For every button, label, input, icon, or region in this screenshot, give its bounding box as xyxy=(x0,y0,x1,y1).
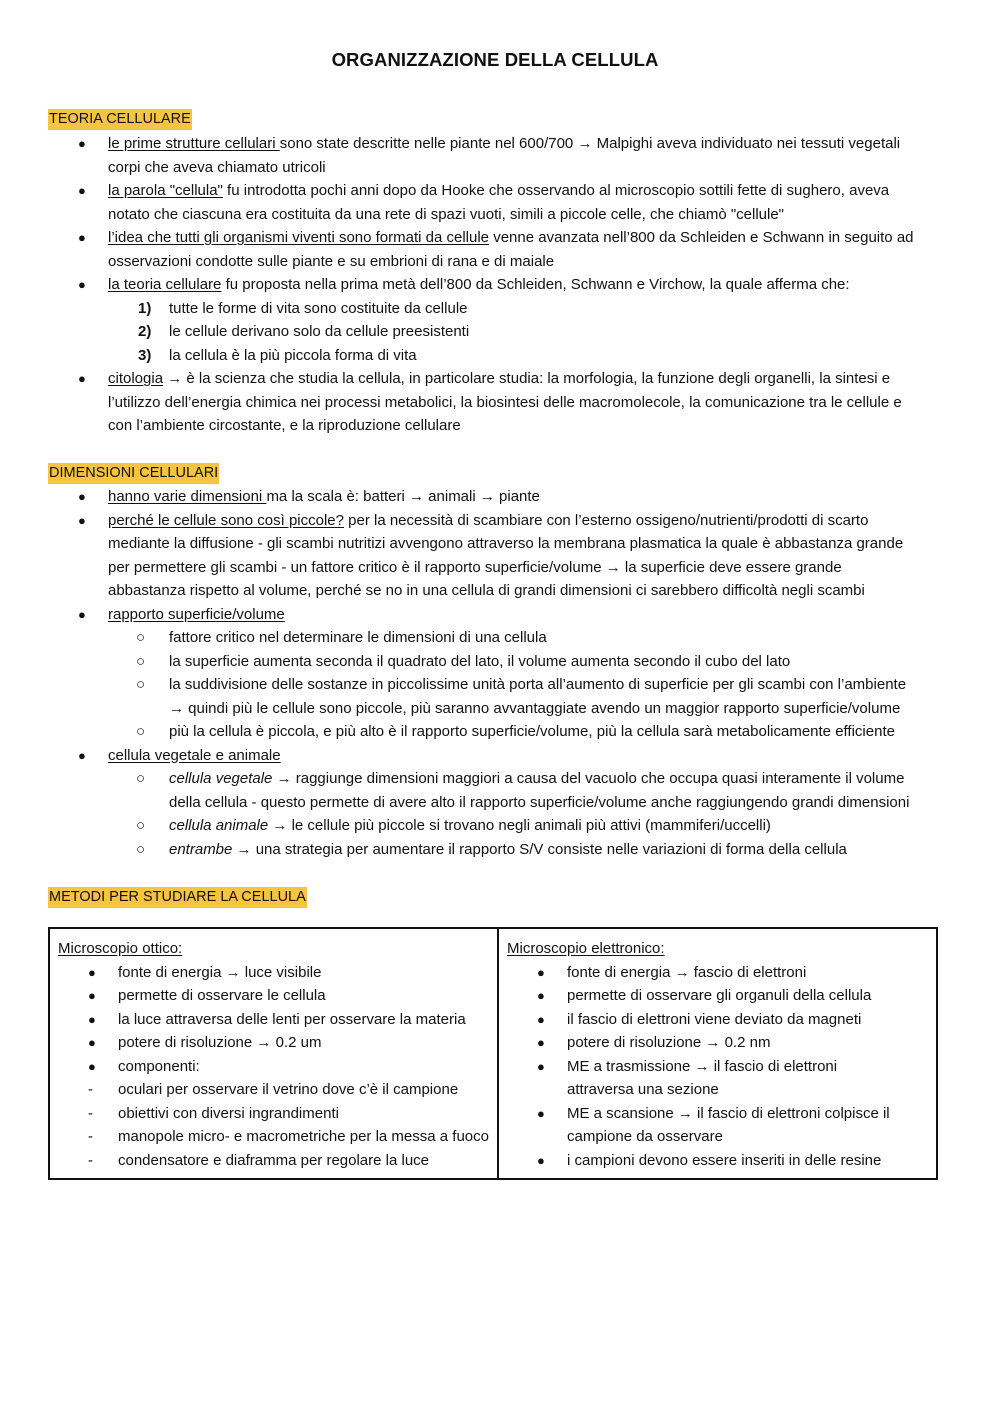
list-item-continuation: notato che ciascuna era costituita da una rete di spazi vuoti, simili a piccole celle, che chiamò "cellule" xyxy=(108,205,785,223)
bullet-icon: ● xyxy=(78,489,86,504)
bullet-icon: ● xyxy=(78,747,86,763)
section-teoria xyxy=(48,132,948,438)
list-item-continuation: l’utilizzo dell’energia chimica nei processi metabolici, la biosintesi delle macromolecole, la comunicazione tra le cellule e xyxy=(108,393,902,411)
bullet-icon: ● xyxy=(78,183,86,198)
bullet-icon: ● xyxy=(88,1058,96,1074)
sub-list-item: ○ più la cellula è piccola, e più alto è il rapporto superficie/volume, più la cellula sarà metabolicamente efficiente xyxy=(48,720,948,744)
table-row xyxy=(49,928,937,1179)
list-item: ● fonte di energia → fascio di elettroni xyxy=(507,961,928,985)
list-item: ● ME a scansione → il fascio di elettroni colpisce il xyxy=(507,1102,928,1126)
dash-icon: - xyxy=(88,1128,93,1145)
circle-bullet-icon: ○ xyxy=(136,840,146,858)
methods-table xyxy=(48,927,938,1180)
dash-icon: - xyxy=(88,1104,93,1122)
dash-item: - obiettivi con diversi ingrandimenti xyxy=(58,1102,489,1126)
sub-list-item-continuation: → quindi più le cellule sono piccole, più saranno avvantaggiate avendo un maggior rapporto superficie/volume xyxy=(169,699,901,717)
list-item-continuation: mediante la diffusione - gli scambi nutritizi avvengono attraverso la membrana plasmatica la quale è abbastanza grande xyxy=(108,535,904,552)
bullet-icon: ● xyxy=(537,1058,545,1074)
bullet-icon: ● xyxy=(537,988,545,1003)
section-heading-teoria: TEORIA CELLULARE xyxy=(48,109,192,130)
list-item: ● l’idea che tutti gli organismi viventi sono formati da cellule venne avanzata nell’800 da Schleiden e Schwann in seguito ad xyxy=(48,226,948,250)
sub-list-item: ○ la superficie aumenta seconda il quadrato del lato, il volume aumenta secondo il cubo del lato xyxy=(48,650,948,674)
bullet-icon: ● xyxy=(78,371,86,386)
sub-list-item: ○ fattore critico nel determinare le dimensioni di una cellula xyxy=(48,626,948,650)
sub-list-item-continuation: della cellula - questo permette di avere alto il rapporto superficie/volume anche raggiungendo grandi dimensioni xyxy=(169,793,910,811)
dash-icon: - xyxy=(88,1081,93,1098)
numbered-item: 1) tutte le forme di vita sono costituite da cellule xyxy=(138,299,468,317)
list-item: ● citologia → è la scienza che studia la cellula, in particolare studia: la morfologia, la funzione degli organelli, la sintesi e xyxy=(48,367,948,391)
circle-bullet-icon: ○ xyxy=(136,652,146,670)
cell-title: Microscopio ottico: xyxy=(58,940,183,957)
sub-list-item: ○ la suddivisione delle sostanze in piccolissime unità porta all’aumento di superficie per gli scambi con l’ambiente xyxy=(48,673,948,697)
bullet-icon: ● xyxy=(88,1011,96,1027)
list-item: ● perché le cellule sono così piccole? per la necessità di scambiare con l’esterno ossigeno/nutrienti/prodotti di scarto xyxy=(48,509,948,533)
circle-bullet-icon: ○ xyxy=(136,770,146,787)
circle-bullet-icon: ○ xyxy=(136,676,146,693)
list-item: ● permette di osservare le cellula xyxy=(58,984,489,1008)
list-item: ● permette di osservare gli organuli della cellula xyxy=(507,984,928,1008)
bullet-icon: ● xyxy=(78,606,86,622)
cell-title: Microscopio elettronico: xyxy=(507,940,665,957)
list-item: ● la teoria cellulare fu proposta nella prima metà dell’800 da Schleiden, Schwann e Virchow, la quale afferma che: xyxy=(48,273,948,297)
list-item: ● le prime strutture cellulari sono state descritte nelle piante nel 600/700 → Malpighi aveva individuato nei tessuti vegetali xyxy=(48,132,948,156)
page-title: ORGANIZZAZIONE DELLA CELLULA xyxy=(331,49,659,70)
bullet-icon: ● xyxy=(88,1035,96,1050)
list-item-continuation: attraversa una sezione xyxy=(567,1081,719,1098)
list-item: ● cellula vegetale e animale xyxy=(48,744,948,768)
bullet-icon: ● xyxy=(537,1035,545,1050)
list-item: ● potere di risoluzione → 0.2 nm xyxy=(507,1031,928,1055)
table-cell-ottico xyxy=(49,928,498,1179)
list-item: ● fonte di energia → luce visibile xyxy=(58,961,489,985)
list-item-continuation: con l’ambiente circostante, e la riproduzione cellulare xyxy=(108,417,461,434)
list-item: ● la parola "cellula" fu introdotta pochi anni dopo da Hooke che osservando al microscopio sottili fette di sughero, aveva xyxy=(48,179,948,203)
dash-item: - condensatore e diaframma per regolare la luce xyxy=(58,1149,489,1173)
bullet-icon: ● xyxy=(88,988,96,1003)
section-heading-dimensioni: DIMENSIONI CELLULARI xyxy=(48,463,219,484)
bullet-icon: ● xyxy=(88,964,96,980)
sub-list-item: ○ cellula animale → le cellule più piccole si trovano negli animali più attivi (mammiferi/uccelli) xyxy=(48,814,948,838)
list-item: ● la luce attraversa delle lenti per osservare la materia xyxy=(58,1008,489,1032)
list-item-continuation: corpi che aveva chiamato utricoli xyxy=(108,158,326,176)
list-item: ● potere di risoluzione → 0.2 um xyxy=(58,1031,489,1055)
bullet-icon: ● xyxy=(537,964,545,980)
list-item: ● rapporto superficie/volume xyxy=(48,603,948,627)
bullet-icon: ● xyxy=(78,277,86,292)
numbered-item: 2) le cellule derivano solo da cellule preesistenti xyxy=(138,323,470,340)
dash-item: - oculari per osservare il vetrino dove c’è il campione xyxy=(58,1078,489,1102)
list-item: ● hanno varie dimensioni ma la scala è: batteri → animali → piante xyxy=(48,485,948,509)
list-item: ● il fascio di elettroni viene deviato da magneti xyxy=(507,1008,928,1032)
list-item-continuation: per permettere gli scambi - un fattore critico è il rapporto superficie/volume → la superficie deve essere grande xyxy=(108,558,842,576)
circle-bullet-icon: ○ xyxy=(136,629,146,646)
table-cell-elettronico xyxy=(498,928,937,1179)
list-item-continuation: osservazioni condotte sulle piante e su embrioni di rana e di maiale xyxy=(108,252,555,270)
circle-bullet-icon: ○ xyxy=(136,817,146,834)
section-dimensioni xyxy=(48,485,948,861)
bullet-icon: ● xyxy=(78,512,86,528)
sub-list-item: ○ cellula vegetale → raggiunge dimensioni maggiori a causa del vacuolo che occupa quasi interamente il volume xyxy=(48,767,948,791)
bullet-icon: ● xyxy=(78,136,86,151)
bullet-icon: ● xyxy=(537,1105,545,1121)
circle-bullet-icon: ○ xyxy=(136,723,146,740)
numbered-item: 3) la cellula è la più piccola forma di vita xyxy=(138,346,417,364)
bullet-icon: ● xyxy=(537,1152,545,1168)
sub-list-item: ○ entrambe → una strategia per aumentare il rapporto S/V consiste nelle variazioni di forma della cellula xyxy=(48,838,948,862)
list-item: ● ME a trasmissione → il fascio di elettroni xyxy=(507,1055,928,1079)
dash-item: - manopole micro- e macrometriche per la messa a fuoco xyxy=(58,1125,489,1149)
list-item: ● componenti: xyxy=(58,1055,489,1079)
dash-icon: - xyxy=(88,1151,93,1169)
list-item: ● i campioni devono essere inseriti in delle resine xyxy=(507,1149,928,1173)
section-heading-metodi: METODI PER STUDIARE LA CELLULA xyxy=(48,887,307,908)
bullet-icon: ● xyxy=(78,230,86,245)
list-item-continuation: abbastanza rispetto al volume, perché se no in una cellula di grandi dimensioni ci sarebbero difficoltà negli scambi xyxy=(108,582,865,599)
bullet-icon: ● xyxy=(537,1011,545,1027)
list-item-continuation: campione da osservare xyxy=(567,1128,723,1145)
